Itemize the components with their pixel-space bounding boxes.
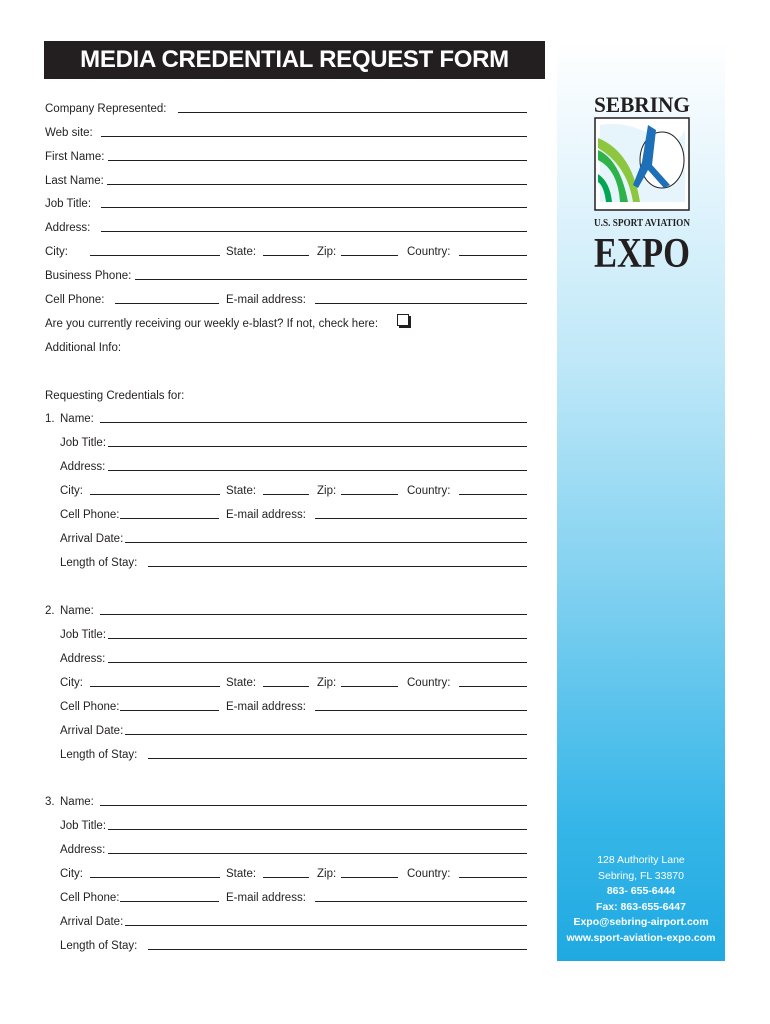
- person-1-name-field[interactable]: [100, 422, 527, 423]
- person-3-zip-field[interactable]: [341, 877, 398, 878]
- person-2-cell-phone-label: Cell Phone:: [60, 701, 120, 713]
- person-2-name-label: Name:: [60, 605, 94, 617]
- city-label: City:: [45, 246, 68, 258]
- person-1-country-label: Country:: [407, 485, 451, 497]
- person-2-arrival-label: Arrival Date:: [60, 725, 124, 737]
- person-3-name-label: Name:: [60, 796, 94, 808]
- contact-web[interactable]: www.sport-aviation-expo.com: [566, 931, 716, 944]
- last-name-row: [45, 172, 527, 190]
- logo-sebring-text: SEBRING: [594, 92, 690, 117]
- person-2-state-label: State:: [226, 677, 257, 689]
- state-field[interactable]: [263, 255, 309, 256]
- person-3-arrival-row: [45, 913, 527, 931]
- person-1-cell-phone-field[interactable]: [120, 518, 219, 519]
- person-1-city-row: [45, 482, 527, 500]
- person-2-name-field[interactable]: [100, 614, 527, 615]
- eblast-row: [45, 315, 395, 333]
- person-1-address-row: [45, 458, 527, 476]
- person-3-cell-phone-field[interactable]: [120, 901, 219, 902]
- zip-field[interactable]: [341, 255, 398, 256]
- person-3-number: 3.: [45, 796, 55, 808]
- contact-city: Sebring, FL 33870: [597, 869, 684, 882]
- person-1-zip-field[interactable]: [341, 494, 398, 495]
- person-2-address-field[interactable]: [108, 662, 527, 663]
- company-field[interactable]: [178, 112, 527, 113]
- person-1-name-row: [45, 410, 527, 428]
- person-3-city-row: [45, 865, 527, 883]
- person-3-address-field[interactable]: [108, 853, 527, 854]
- person-1-address-field[interactable]: [108, 470, 527, 471]
- additional-label: Additional Info:: [45, 342, 122, 354]
- person-1-arrival-label: Arrival Date:: [60, 533, 124, 545]
- job-title-row: [45, 195, 527, 213]
- person-3-length-label: Length of Stay:: [60, 940, 138, 952]
- person-1-zip-label: Zip:: [317, 485, 337, 497]
- person-2-name-row: [45, 602, 527, 620]
- first-name-field[interactable]: [108, 160, 527, 161]
- business-phone-label: Business Phone:: [45, 270, 132, 282]
- person-1-number: 1.: [45, 413, 55, 425]
- person-1-email-field[interactable]: [315, 518, 527, 519]
- person-2-email-field[interactable]: [315, 710, 527, 711]
- person-2-city-row: [45, 674, 527, 692]
- person-1-country-field[interactable]: [459, 494, 527, 495]
- first-name-row: [45, 148, 527, 166]
- business-phone-field[interactable]: [135, 279, 527, 280]
- person-1-cell-phone-label: Cell Phone:: [60, 509, 120, 521]
- person-2-arrival-row: [45, 722, 527, 740]
- person-3-state-field[interactable]: [263, 877, 309, 878]
- person-3-length-field[interactable]: [148, 949, 527, 950]
- state-label: State:: [226, 246, 257, 258]
- person-2-job-title-field[interactable]: [108, 638, 527, 639]
- person-3-job-title-label: Job Title:: [60, 820, 107, 832]
- person-3-email-label: E-mail address:: [226, 892, 306, 904]
- person-3-name-row: [45, 793, 527, 811]
- zip-label: Zip:: [317, 246, 337, 258]
- person-1-length-label: Length of Stay:: [60, 557, 138, 569]
- person-3-job-title-field[interactable]: [108, 829, 527, 830]
- person-2-address-row: [45, 650, 527, 668]
- person-3-name-field[interactable]: [100, 805, 527, 806]
- contact-fax: Fax: 863-655-6447: [596, 900, 686, 913]
- person-2-length-row: [45, 746, 527, 764]
- person-2-cell-phone-field[interactable]: [120, 710, 219, 711]
- website-field[interactable]: [101, 136, 527, 137]
- eblast-checkbox[interactable]: [397, 314, 409, 326]
- person-1-state-label: State:: [226, 485, 257, 497]
- logo-usa-text: U.S. SPORT AVIATION: [594, 218, 691, 229]
- logo-expo-text: EXPO: [594, 231, 690, 277]
- last-name-label: Last Name:: [45, 175, 104, 187]
- person-2-number: 2.: [45, 605, 55, 617]
- person-1-job-title-label: Job Title:: [60, 437, 107, 449]
- person-2-zip-field[interactable]: [341, 686, 398, 687]
- address-label: Address:: [45, 222, 91, 234]
- requesting-heading: [45, 387, 295, 405]
- person-2-city-label: City:: [60, 677, 83, 689]
- additional-row: [45, 339, 245, 357]
- city-row: [45, 243, 527, 261]
- person-2-arrival-field[interactable]: [125, 734, 527, 735]
- requesting-label: Requesting Credentials for:: [45, 390, 185, 402]
- job-title-label: Job Title:: [45, 198, 92, 210]
- company-label: Company Represented:: [45, 103, 167, 115]
- person-3-address-row: [45, 841, 527, 859]
- person-1-email-label: E-mail address:: [226, 509, 306, 521]
- person-3-arrival-label: Arrival Date:: [60, 916, 124, 928]
- person-1-arrival-row: [45, 530, 527, 548]
- email-field[interactable]: [315, 303, 527, 304]
- person-1-cell-row: [45, 506, 527, 524]
- first-name-label: First Name:: [45, 151, 105, 163]
- cell-phone-field[interactable]: [115, 303, 219, 304]
- person-2-country-field[interactable]: [459, 686, 527, 687]
- person-1-length-field[interactable]: [148, 566, 527, 567]
- sebring-expo-logo: [590, 90, 694, 277]
- person-3-cell-row: [45, 889, 527, 907]
- contact-street: 128 Authority Lane: [597, 854, 685, 866]
- person-3-country-field[interactable]: [459, 877, 527, 878]
- person-3-state-label: State:: [226, 868, 257, 880]
- person-2-cell-row: [45, 698, 527, 716]
- person-1-city-label: City:: [60, 485, 83, 497]
- city-field[interactable]: [90, 255, 220, 256]
- person-3-address-label: Address:: [60, 844, 106, 856]
- person-2-length-field[interactable]: [148, 758, 527, 759]
- form-title: MEDIA CREDENTIAL REQUEST FORM: [44, 41, 545, 79]
- person-3-city-field[interactable]: [90, 877, 220, 878]
- person-3-country-label: Country:: [407, 868, 451, 880]
- person-1-address-label: Address:: [60, 461, 106, 473]
- person-1-length-row: [45, 554, 527, 572]
- person-2-email-label: E-mail address:: [226, 701, 306, 713]
- person-2-job-row: [45, 626, 527, 644]
- last-name-field[interactable]: [107, 184, 527, 185]
- contact-phone: 863- 655-6444: [606, 885, 676, 897]
- person-2-city-field[interactable]: [90, 686, 220, 687]
- email-label: E-mail address:: [226, 294, 306, 306]
- cell-phone-label: Cell Phone:: [45, 294, 105, 306]
- address-field[interactable]: [101, 231, 527, 232]
- person-1-state-field[interactable]: [263, 494, 309, 495]
- person-1-arrival-field[interactable]: [125, 542, 527, 543]
- person-3-email-field[interactable]: [315, 901, 527, 902]
- address-row: [45, 219, 527, 237]
- person-2-length-label: Length of Stay:: [60, 749, 138, 761]
- person-1-city-field[interactable]: [90, 494, 220, 495]
- job-title-field[interactable]: [101, 207, 527, 208]
- website-label: Web site:: [45, 127, 93, 139]
- person-3-job-row: [45, 817, 527, 835]
- person-2-zip-label: Zip:: [317, 677, 337, 689]
- contact-email[interactable]: Expo@sebring-airport.com: [573, 916, 709, 928]
- business-phone-row: [45, 267, 527, 285]
- person-2-job-title-label: Job Title:: [60, 629, 107, 641]
- person-3-arrival-field[interactable]: [125, 925, 527, 926]
- person-1-job-title-field[interactable]: [108, 446, 527, 447]
- cell-email-row: [45, 291, 527, 309]
- person-3-zip-label: Zip:: [317, 868, 337, 880]
- company-row: [45, 100, 527, 118]
- person-1-job-row: [45, 434, 527, 452]
- person-3-length-row: [45, 937, 527, 955]
- person-1-name-label: Name:: [60, 413, 94, 425]
- country-label: Country:: [407, 246, 451, 258]
- country-field[interactable]: [459, 255, 527, 256]
- person-2-country-label: Country:: [407, 677, 451, 689]
- person-2-address-label: Address:: [60, 653, 106, 665]
- person-3-city-label: City:: [60, 868, 83, 880]
- person-3-cell-phone-label: Cell Phone:: [60, 892, 120, 904]
- contact-block: [557, 853, 725, 946]
- website-row: [45, 124, 527, 142]
- person-2-state-field[interactable]: [263, 686, 309, 687]
- eblast-label: Are you currently receiving our weekly e-blast? If not, check here:: [45, 318, 379, 330]
